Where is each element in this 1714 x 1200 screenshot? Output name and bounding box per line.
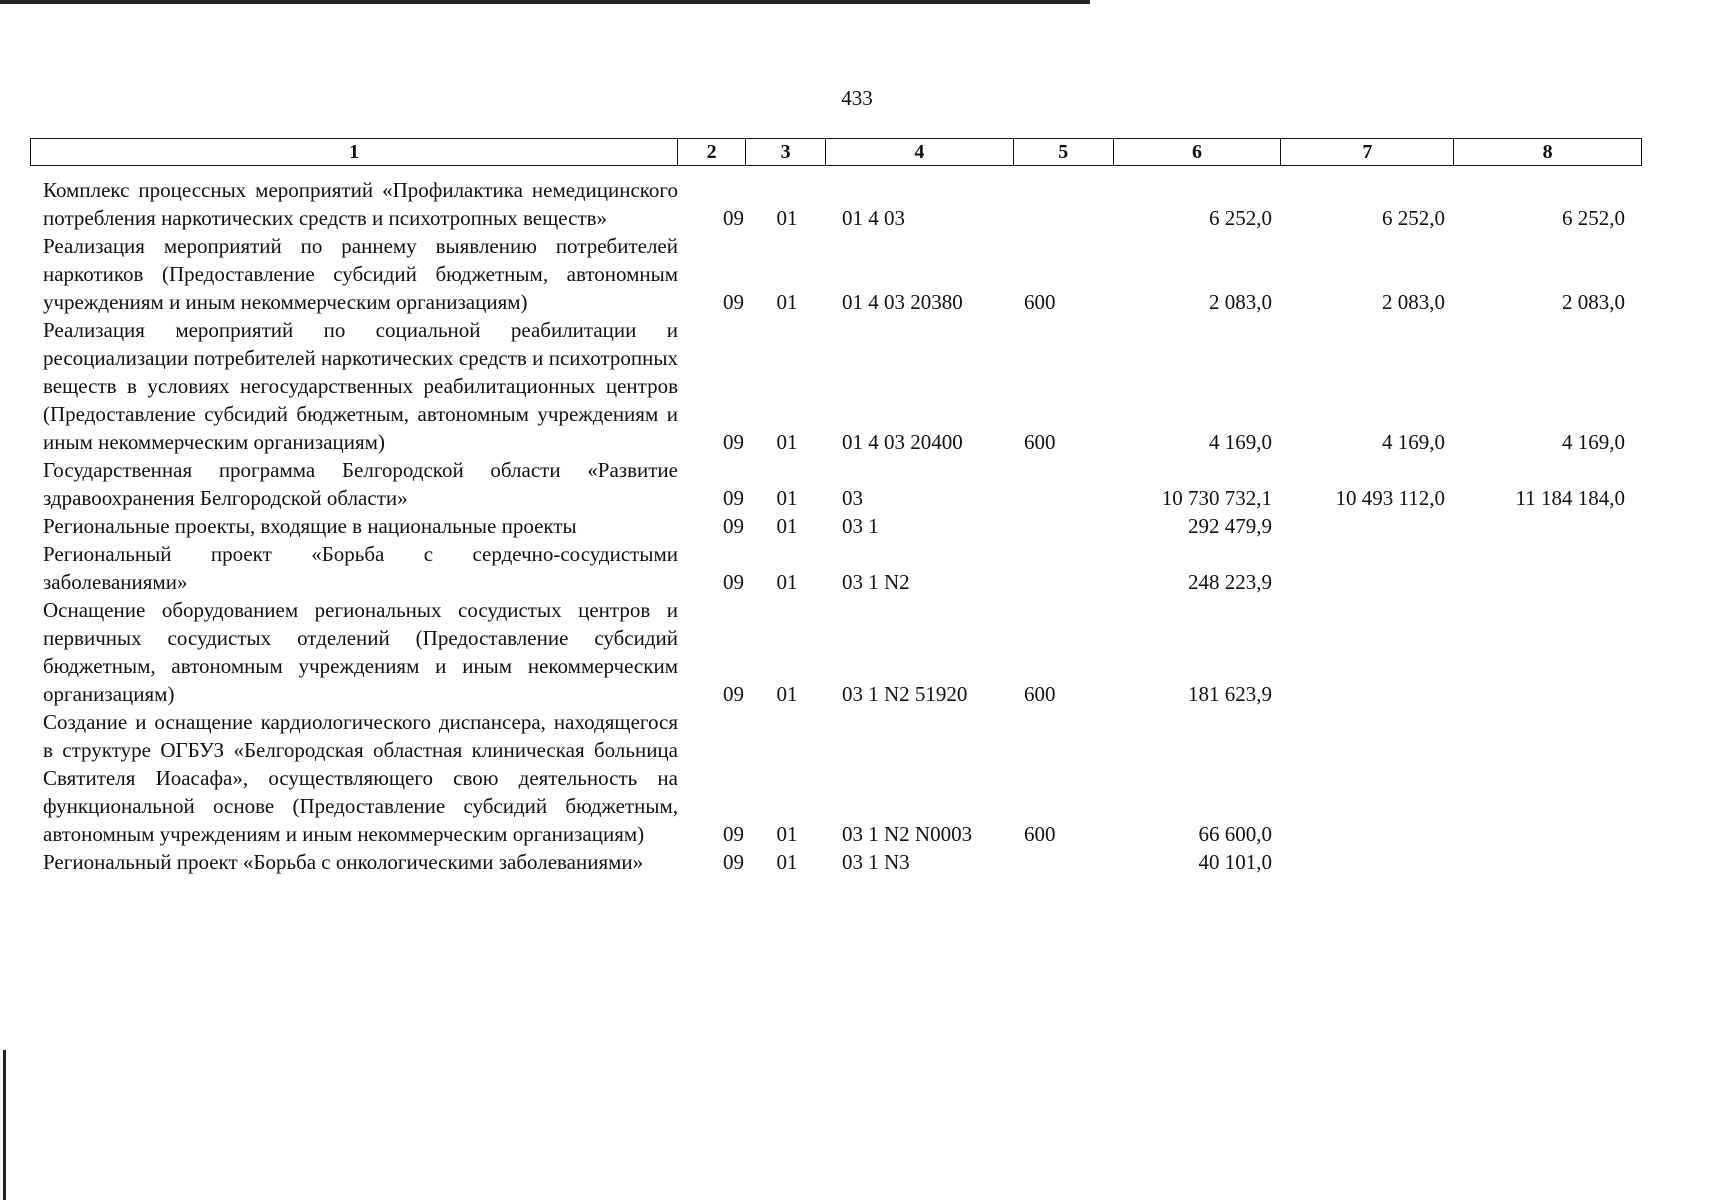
row-col-2: 09 [723, 486, 744, 510]
row-col-8: 4 169,0 [1562, 430, 1625, 454]
scan-border-top [0, 0, 1090, 4]
row-col-4: 03 [842, 486, 863, 510]
header-col-7: 7 [1281, 139, 1454, 165]
row-col-4: 01 4 03 20400 [842, 430, 963, 454]
header-col-6: 6 [1114, 139, 1282, 165]
row-name: Региональный проект «Борьба с сердечно-сосудистыми заболеваниями» [43, 542, 678, 594]
row-name: Оснащение оборудованием региональных сосудистых центров и первичных сосудистых отделений (Предоставление субсидий бюджетным, автономным учреждениям и иным некоммерческим организациям) [43, 598, 678, 706]
row-col-2: 09 [723, 430, 744, 454]
row-col-4: 01 4 03 [842, 206, 905, 230]
header-col-5: 5 [1014, 139, 1114, 165]
row-col-6: 6 252,0 [1209, 206, 1272, 230]
table-row [30, 708, 1642, 848]
table-row [30, 456, 1642, 512]
table-header [30, 138, 1642, 166]
row-col-5: 600 [1024, 682, 1056, 706]
table-row [30, 176, 1642, 232]
row-name: Региональные проекты, входящие в национальные проекты [43, 514, 577, 538]
row-col-3: 01 [776, 850, 798, 874]
scan-border-left [3, 1050, 6, 1200]
row-col-4: 03 1 N3 [842, 850, 910, 874]
row-name: Реализация мероприятий по раннему выявлению потребителей наркотиков (Предоставление субсидий бюджетным, автономным учреждениям и иным некоммерческим организациям) [43, 234, 678, 314]
row-col-5: 600 [1024, 290, 1056, 314]
table-row [30, 848, 1642, 876]
row-col-7: 4 169,0 [1382, 430, 1445, 454]
page-number: 433 [841, 86, 873, 110]
row-col-6: 292 479,9 [1188, 514, 1272, 538]
row-col-7: 6 252,0 [1382, 206, 1445, 230]
header-col-4: 4 [826, 139, 1014, 165]
row-col-7: 10 493 112,0 [1335, 486, 1445, 510]
row-col-4: 03 1 N2 51920 [842, 682, 968, 706]
row-col-2: 09 [723, 850, 744, 874]
row-col-6: 40 101,0 [1198, 850, 1272, 874]
row-col-5: 600 [1024, 430, 1056, 454]
table-row [30, 512, 1642, 540]
row-col-8: 11 184 184,0 [1515, 486, 1625, 510]
row-col-8: 6 252,0 [1562, 206, 1625, 230]
row-col-3: 01 [776, 570, 798, 594]
row-col-3: 01 [776, 682, 798, 706]
row-col-3: 01 [776, 206, 798, 230]
row-col-6: 181 623,9 [1188, 682, 1272, 706]
row-col-2: 09 [723, 514, 744, 538]
row-name: Реализация мероприятий по социальной реабилитации и ресоциализации потребителей наркотических средств и психотропных веществ в условиях негосударственных реабилитационных центров (Предоставление субсидий бюджетным, автономным учреждениям и иным некоммерческим организациям) [43, 318, 678, 454]
row-col-6: 66 600,0 [1198, 822, 1272, 846]
row-col-2: 09 [723, 570, 744, 594]
row-col-4: 03 1 N2 N0003 [842, 822, 973, 846]
row-col-3: 01 [776, 290, 798, 314]
row-col-3: 01 [776, 822, 798, 846]
table-row [30, 316, 1642, 456]
table-row [30, 596, 1642, 708]
header-col-3: 3 [746, 139, 826, 165]
row-name: Комплекс процессных мероприятий «Профилактика немедицинского потребления наркотических средств и психотропных веществ» [43, 178, 678, 230]
row-name: Создание и оснащение кардиологического диспансера, находящегося в структуре ОГБУЗ «Белгородская областная клиническая больница Святителя Иоасафа», осуществляющего свою деятельность на функциональной основе (Предоставление субсидий бюджетным, автономным учреждениям и иным некоммерческим организациям) [43, 710, 678, 846]
row-name: Региональный проект «Борьба с онкологическими заболеваниями» [43, 850, 644, 874]
row-col-6: 2 083,0 [1209, 290, 1272, 314]
row-name: Государственная программа Белгородской области «Развитие здравоохранения Белгородской области» [43, 458, 678, 510]
header-col-8: 8 [1542, 141, 1553, 163]
row-col-4: 03 1 [842, 514, 879, 538]
row-col-7: 2 083,0 [1382, 290, 1445, 314]
row-col-3: 01 [776, 514, 798, 538]
table-row [30, 540, 1642, 596]
row-col-6: 248 223,9 [1188, 570, 1272, 594]
row-col-3: 01 [776, 430, 798, 454]
row-col-6: 10 730 732,1 [1161, 486, 1272, 510]
row-col-2: 09 [723, 822, 744, 846]
row-col-2: 09 [723, 206, 744, 230]
row-col-2: 09 [723, 290, 744, 314]
row-col-4: 03 1 N2 [842, 570, 910, 594]
row-col-3: 01 [776, 486, 798, 510]
row-col-6: 4 169,0 [1209, 430, 1272, 454]
header-col-2: 2 [678, 139, 746, 165]
table-row [30, 232, 1642, 316]
header-col-1: 1 [31, 139, 678, 165]
row-col-4: 01 4 03 20380 [842, 290, 963, 314]
table-body [30, 176, 1642, 876]
row-col-5: 600 [1024, 822, 1056, 846]
row-col-2: 09 [723, 682, 744, 706]
row-col-8: 2 083,0 [1562, 290, 1625, 314]
